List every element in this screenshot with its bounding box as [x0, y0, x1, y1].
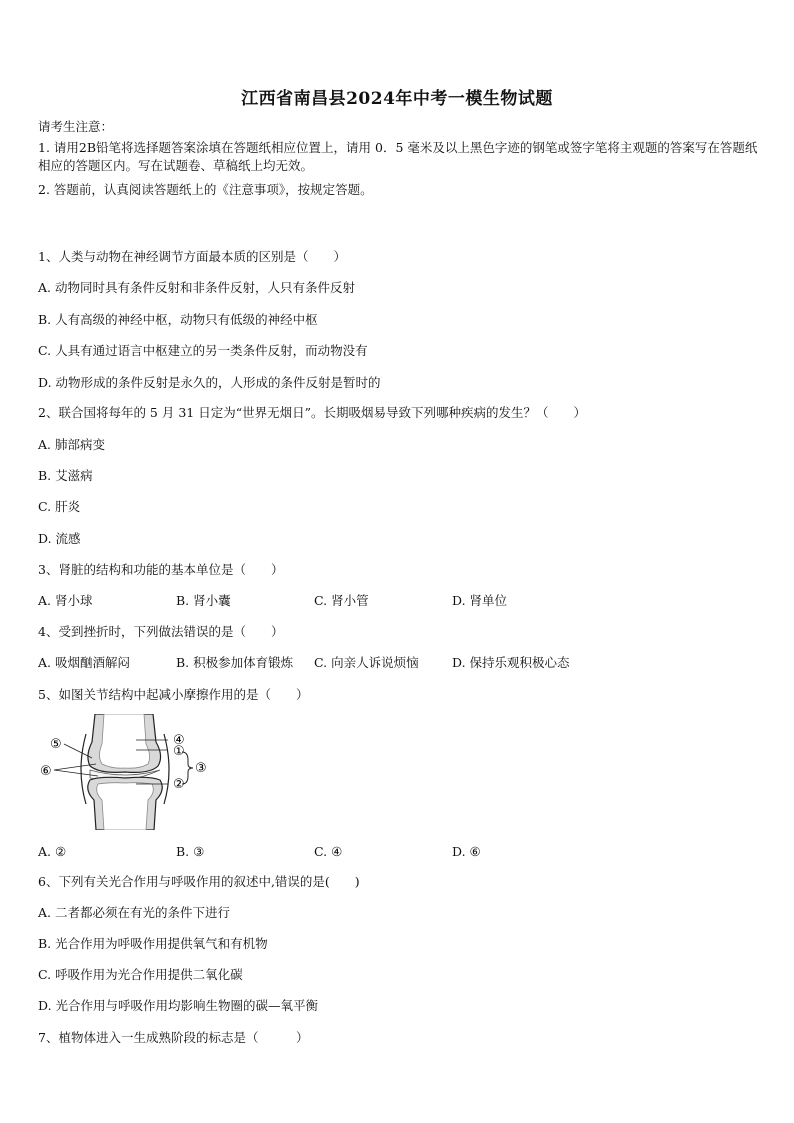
question-3-option-b: B. 肾小囊	[176, 593, 231, 608]
question-7-stem: 7、植物体进入一生成熟阶段的标志是（ ）	[38, 1030, 309, 1045]
question-3-option-c: C. 肾小管	[314, 593, 369, 608]
question-6-option-a: A. 二者都必须在有光的条件下进行	[38, 905, 230, 920]
question-5-option-c: C. ④	[314, 844, 343, 859]
question-1-option-a: A. 动物同时具有条件反射和非条件反射，人只有条件反射	[38, 280, 355, 295]
question-4-option-c: C. 向亲人诉说烦恼	[314, 655, 419, 670]
question-6-option-b: B. 光合作用为呼吸作用提供氧气和有机物	[38, 936, 268, 951]
question-1-option-c: C. 人具有通过语言中枢建立的另一类条件反射，而动物没有	[38, 343, 368, 358]
question-2-option-d: D. 流感	[38, 531, 81, 546]
question-4-option-a: A. 吸烟酗酒解闷	[38, 655, 130, 670]
question-2-option-c: C. 肝炎	[38, 499, 81, 514]
notice-heading: 请考生注意：	[38, 119, 114, 134]
question-6-stem: 6、下列有关光合作用与呼吸作用的叙述中,错误的是( )	[38, 874, 360, 889]
label-1: ①	[173, 744, 185, 759]
label-4: ④	[173, 733, 185, 748]
question-1-option-d: D. 动物形成的条件反射是永久的，人形成的条件反射是暂时的	[38, 375, 381, 390]
notice-item-2: 2. 答题前，认真阅读答题纸上的《注意事项》，按规定答题。	[38, 182, 373, 197]
question-5-option-a: A. ②	[38, 844, 67, 859]
label-2: ②	[173, 777, 185, 792]
question-6-option-d: D. 光合作用与呼吸作用均影响生物圈的碳—氧平衡	[38, 998, 319, 1013]
label-6: ⑥	[40, 764, 52, 779]
question-2-option-a: A. 肺部病变	[38, 437, 105, 452]
question-4-stem: 4、受到挫折时，下列做法错误的是（ ）	[38, 624, 284, 639]
question-5-option-b: B. ③	[176, 844, 205, 859]
question-3-option-d: D. 肾单位	[452, 593, 508, 608]
question-4-option-b: B. 积极参加体育锻炼	[176, 655, 294, 670]
notice-item-1: 1. 请用2B铅笔将选择题答案涂填在答题纸相应位置上，请用 0．5 毫米及以上黑色字迹的钢笔或签字笔将主观题的答案写在答题纸相应的答题区内。写在试题卷、草稿纸上均无效。	[38, 140, 758, 173]
page-title: 江西省南昌县2024年中考一模生物试题	[241, 89, 553, 109]
question-1-option-b: B. 人有高级的神经中枢，动物只有低级的神经中枢	[38, 312, 318, 327]
capsule-left	[81, 734, 86, 804]
knee-joint-figure	[40, 714, 215, 830]
question-3-option-a: A. 肾小球	[38, 593, 93, 608]
question-5-stem: 5、如图关节结构中起减小摩擦作用的是（ ）	[38, 687, 309, 702]
question-2-stem: 2、联合国将每年的 5 月 31 日定为“世界无烟日”。长期吸烟易导致下列哪种疾病的发生？（ ）	[38, 405, 586, 420]
question-6-option-c: C. 呼吸作用为光合作用提供二氧化碳	[38, 967, 243, 982]
question-5-option-d: D. ⑥	[452, 844, 481, 859]
capsule-right	[164, 734, 169, 804]
question-2-option-b: B. 艾滋病	[38, 468, 93, 483]
question-3-stem: 3、肾脏的结构和功能的基本单位是（ ）	[38, 562, 284, 577]
label-3: ③	[195, 761, 207, 776]
label-5: ⑤	[50, 737, 62, 752]
question-1-stem: 1、人类与动物在神经调节方面最本质的区别是（ ）	[38, 249, 346, 264]
lower-bone-inner	[97, 783, 154, 830]
question-4-option-d: D. 保持乐观积极心态	[452, 655, 570, 670]
upper-bone-inner	[100, 714, 150, 768]
